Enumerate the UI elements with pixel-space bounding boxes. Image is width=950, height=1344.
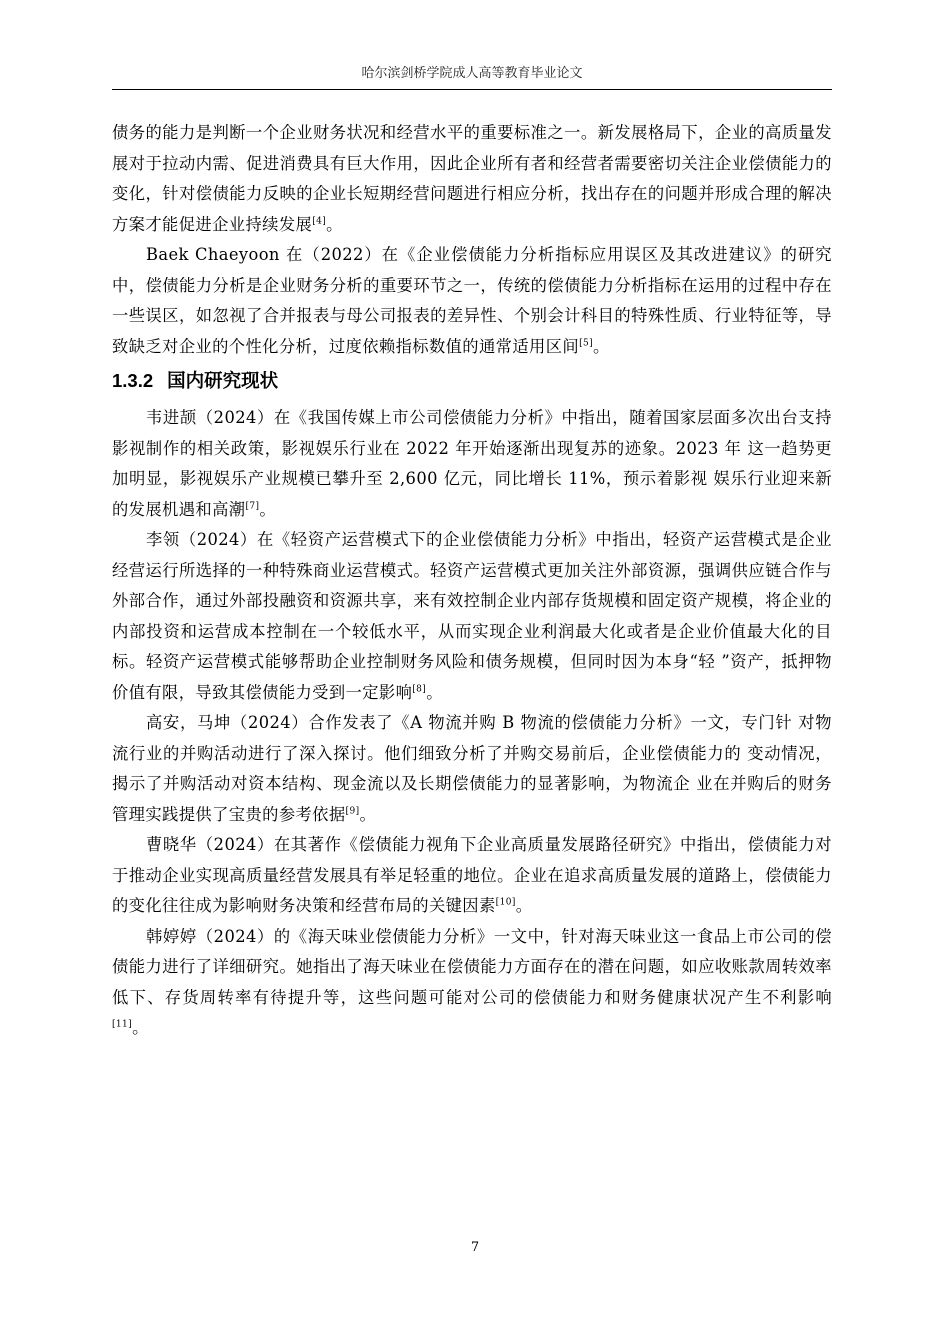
paragraph xyxy=(112,240,832,362)
paragraph-text: 韦进颉（2024）在《我国传媒上市公司偿债能力分析》中指出，随着国家层面多次出台支持影视制作的相关政策，影视娱乐行业在 2022 年开始逐渐出现复苏的迹象。2023 年 这一趋势更加明显，影视娱乐产业规模已攀升至 2,600 亿元，同比增长 11%，预示着影视 娱乐行业迎来新的发展机遇和高潮 xyxy=(112,408,832,519)
paragraph-text: Baek Chaeyoon 在（2022）在《企业偿债能力分析指标应用误区及其改进建议》的研究中，偿债能力分析是企业财务分析的重要环节之一，传统的偿债能力分析指标在运用的过程中存在一些误区，如忽视了合并报表与母公司报表的差异性、个别会计科目的特殊性质、行业特征等，导致缺乏对企业的个性化分析，过度依赖指标数值的通常适用区间 xyxy=(112,245,832,356)
paragraph-group-after xyxy=(112,403,832,1044)
section-heading xyxy=(112,366,832,397)
paragraph xyxy=(112,118,832,240)
section-number: 1.3.2 xyxy=(112,370,154,391)
citation-marker: [4] xyxy=(312,216,327,227)
citation-marker: [10] xyxy=(495,897,516,908)
paragraph-group-before xyxy=(112,118,832,362)
paragraph-end: 。 xyxy=(515,896,533,915)
paragraph xyxy=(112,525,832,708)
page-number: 7 xyxy=(470,1240,480,1255)
running-header: 哈尔滨剑桥学院成人高等教育毕业论文 xyxy=(361,66,583,81)
header-rule xyxy=(112,89,832,90)
paragraph-end: 。 xyxy=(132,1018,149,1037)
citation-marker: [9] xyxy=(345,806,360,817)
paragraph-text: 高安，马坤（2024）合作发表了《A 物流并购 B 物流的偿债能力分析》一文，专门针 对物流行业的并购活动进行了深入探讨。他们细致分析了并购交易前后，企业偿债能力的 变动情况，揭示了并购活动对资本结构、现金流以及长期偿债能力的显著影响，为物流企 业在并购后的财务管理实践提供了宝贵的参考依据 xyxy=(112,713,832,824)
paragraph xyxy=(112,708,832,830)
citation-marker: [8] xyxy=(412,684,427,695)
paragraph-end: 。 xyxy=(259,499,277,519)
paragraph-text: 李领（2024）在《轻资产运营模式下的企业偿债能力分析》中指出，轻资产运营模式是企业经营运行所选择的一种特殊商业运营模式。轻资产运营模式更加关注外部资源，强调供应链合作与外部合作，通过外部投融资和资源共享，来有效控制企业内部存货规模和固定资产规模，将企业的内部投资和运营成本控制在一个较低水平，从而实现企业利润最大化或者是企业价值最大化的目标。轻资产运营模式能够帮助企业控制财务风险和债务规模，但同时因为本身“轻 ”资产，抵押物价值有限，导致其偿债能力受到一定影响 xyxy=(112,530,832,702)
paragraph-end: 。 xyxy=(426,682,443,702)
section-title: 国内研究现状 xyxy=(167,371,279,392)
citation-marker: [7] xyxy=(245,501,260,512)
paragraph-end: 。 xyxy=(326,214,343,234)
paragraph-end: 。 xyxy=(593,336,610,356)
paragraph-end: 。 xyxy=(359,804,377,824)
paragraph xyxy=(112,403,832,525)
citation-marker: [5] xyxy=(579,338,594,349)
paragraph xyxy=(112,922,832,1044)
paragraph xyxy=(112,830,832,922)
body-text xyxy=(112,118,832,1044)
paragraph-text: 韩婷婷（2024）的《海天味业偿债能力分析》一文中，针对海天味业这一食品上市公司的偿债能力进行了详细研究。她指出了海天味业在偿债能力方面存在的潜在问题，如应收账款周转效率低下、存货周转率有待提升等，这些问题可能对公司的偿债能力和财务健康状况产生不利影响 xyxy=(112,926,832,1007)
paragraph-text: 债务的能力是判断一个企业财务状况和经营水平的重要标准之一。新发展格局下，企业的高质量发展对于拉动内需、促进消费具有巨大作用，因此企业所有者和经营者需要密切关注企业偿债能力的变化，针对偿债能力反映的企业长短期经营问题进行相应分析，找出存在的问题并形成合理的解决方案才能促进企业持续发展 xyxy=(112,123,832,234)
paragraph-text: 曹晓华（2024）在其著作《偿债能力视角下企业高质量发展路径研究》中指出，偿债能力对于推动企业实现高质量经营发展具有举足轻重的地位。企业在追求高质量发展的道路上，偿债能力的变化往往成为影响财务决策和经营布局的关键因素 xyxy=(112,835,832,915)
citation-marker: [11] xyxy=(112,1019,133,1030)
